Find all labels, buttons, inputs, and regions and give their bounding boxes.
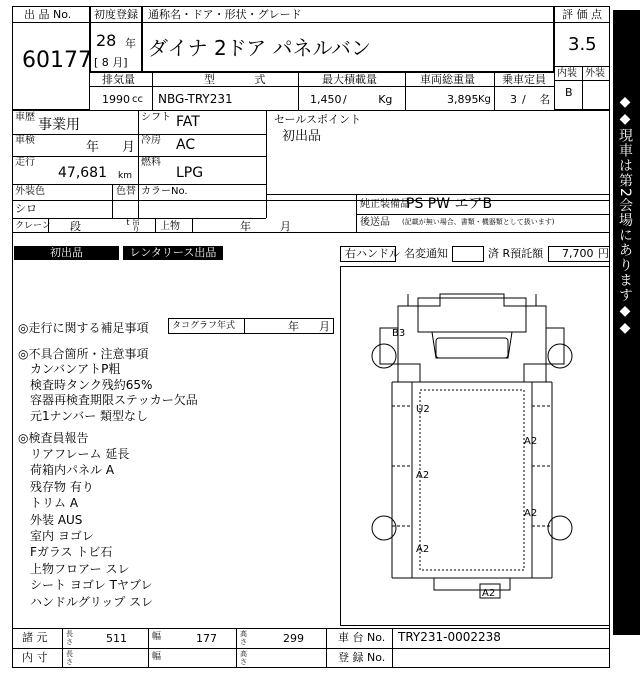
height-label: 高さ — [240, 630, 247, 646]
damage-mark: A2 — [524, 508, 538, 519]
name-change-label: 名変通知 — [404, 247, 448, 260]
inspector-item: Fガラス トビ石 — [30, 545, 113, 560]
mileage-label: 走行 — [15, 157, 35, 168]
aftermarket-note: (記載が無い場合、書類・機器類として扱います) — [402, 218, 555, 226]
fuel-label: 燃料 — [141, 157, 161, 168]
upper-year: 年 — [240, 220, 251, 233]
displacement-label: 排気量 — [102, 73, 135, 86]
history-label: 車歴 — [15, 112, 35, 123]
fuel: LPG — [176, 165, 204, 181]
registration-year-unit: 年 — [125, 37, 136, 50]
equipment: PS PW エアB — [406, 196, 493, 212]
tachograph-year: 年 — [288, 320, 299, 333]
defect-item: カンバンアトP粗 — [30, 362, 121, 376]
ac-label: 冷房 — [141, 135, 161, 146]
gross-weight-unit: Kg — [478, 94, 491, 105]
inspector-item: トリム A — [30, 496, 79, 511]
history: 事業用 — [38, 117, 80, 133]
registration-month: [ 8 月] — [94, 56, 128, 69]
damage-mark: A2 — [416, 544, 430, 555]
width-label-inner: 幅 — [152, 652, 162, 662]
recycle-label: 済 R預託額 — [488, 247, 544, 260]
recycle-amount: 7,700 — [562, 247, 594, 260]
max-load-label: 最大積載量 — [322, 73, 377, 86]
upper-month: 月 — [280, 220, 291, 233]
damage-mark: B3 — [392, 328, 406, 339]
truck-diagram — [340, 266, 610, 626]
inspector-item: 上物フロアー スレ — [30, 561, 130, 576]
interior-grade: B — [565, 86, 573, 99]
inspector-title: ◎検査員報告 — [18, 431, 89, 445]
name-change-box — [452, 246, 484, 262]
damage-mark: A2 — [416, 470, 430, 481]
mileage: 47,681 — [58, 165, 107, 181]
recycle-yen: 円 — [598, 247, 609, 260]
inspector-list — [30, 446, 153, 610]
defect-item: 検査時タンク残約65% — [30, 377, 153, 392]
capacity-unit: / 名 — [522, 93, 551, 106]
exterior-grade-label: 外装 — [585, 68, 605, 79]
upper-label: 上物 — [160, 221, 180, 232]
equipment-label: 純正装備品 — [360, 199, 410, 210]
max-load-unit: / Kg — [343, 93, 393, 106]
inner-dims-label: 内 寸 — [22, 651, 48, 664]
tachograph-label: タコグラフ年式 — [172, 321, 236, 331]
exterior-color-label: 外装色 — [15, 186, 45, 197]
height-label-inner: 高さ — [240, 650, 247, 666]
model-label: 型 式 — [204, 73, 284, 86]
inspector-item: ハンドルグリップ スレ — [30, 594, 154, 609]
defects-list — [30, 362, 198, 424]
defects-title: ◎不具合箇所・注意事項 — [18, 347, 149, 361]
tachograph-month: 月 — [319, 320, 330, 333]
max-load: 1,450 — [310, 93, 342, 106]
sales-point: 初出品 — [282, 129, 322, 144]
interior-grade-label: 内装 — [557, 68, 577, 79]
shift-label: シフト — [141, 112, 171, 123]
crane-lift: t 吊り — [126, 218, 140, 234]
length-label-inner: 長さ — [66, 650, 73, 666]
inspector-item: 室内 ヨゴレ — [30, 529, 94, 544]
damage-mark: U2 — [416, 404, 430, 415]
lot-number: 60177 — [22, 48, 92, 73]
aftermarket-label: 後送品 — [360, 217, 390, 228]
sales-point-label: セールスポイント — [274, 113, 362, 126]
inspection-label: 車検 — [15, 135, 35, 146]
inspector-item: シート ヨゴレ Tヤブレ — [30, 578, 153, 593]
capacity: 3 — [510, 93, 517, 106]
damage-mark: A2 — [482, 588, 496, 599]
inspector-item: 荷箱内パネル A — [30, 463, 115, 478]
specs-label: 諸 元 — [22, 631, 48, 644]
score-value: 3.5 — [568, 34, 597, 55]
rental-lease-badge: レンタリース出品 — [123, 246, 223, 260]
registration-label: 初度登録 — [94, 8, 138, 21]
car-name: ダイナ 2ドア パネルバン — [148, 36, 372, 60]
defect-item: 容器再検査期限ステッカー欠品 — [30, 393, 198, 408]
inspection-year-unit: 年 — [86, 140, 100, 155]
capacity-label: 乗車定員 — [502, 73, 546, 86]
displacement-unit: cc — [132, 94, 143, 105]
score-label: 評 価 点 — [562, 8, 602, 21]
registration-number-label: 登 録 No. — [338, 651, 386, 664]
lot-number-label: 出 品 No. — [24, 8, 72, 21]
right-hand-drive: 右ハンドル — [345, 247, 400, 260]
inspection-month-unit: 月 — [122, 140, 136, 155]
gross-weight: 3,895 — [447, 93, 479, 106]
chassis-label: 車 台 No. — [338, 631, 386, 644]
registration-year: 28 — [96, 31, 117, 50]
color-code-label: カラーNo. — [141, 186, 188, 197]
inspector-item: 残存物 有り — [30, 479, 94, 494]
color-change-label: 色替 — [116, 186, 136, 197]
inspector-item: 外装 AUS — [30, 512, 83, 527]
venue-notice: ◆◆現車は第2会場にあります◆◆ — [617, 94, 633, 337]
height: 299 — [283, 632, 304, 645]
exterior-color: シロ — [15, 202, 37, 215]
length-label: 長さ — [66, 630, 73, 646]
width: 177 — [196, 632, 217, 645]
shift: FAT — [176, 114, 200, 130]
venue-notice-bar — [613, 10, 640, 635]
width-label: 幅 — [152, 632, 162, 642]
car-name-label: 通称名・ドア・形状・グレード — [148, 8, 302, 21]
supplement-title: ◎走行に関する補足事項 — [18, 321, 149, 335]
ac: AC — [176, 137, 196, 153]
length: 511 — [106, 632, 127, 645]
displacement: 1990 — [102, 93, 130, 106]
first-listing-badge: 初出品 — [14, 246, 119, 260]
inspector-item: リアフレーム 延長 — [30, 447, 130, 461]
crane-label: クレーン — [15, 221, 51, 231]
gross-weight-label: 車両総重量 — [420, 73, 475, 86]
chassis-number: TRY231-0002238 — [398, 630, 501, 644]
model: NBG-TRY231 — [158, 92, 233, 106]
crane-stage: 段 — [70, 220, 81, 233]
mileage-unit: km — [118, 171, 132, 181]
defect-item: 元1ナンバー 類型なし — [30, 408, 149, 423]
damage-mark: A2 — [524, 436, 538, 447]
